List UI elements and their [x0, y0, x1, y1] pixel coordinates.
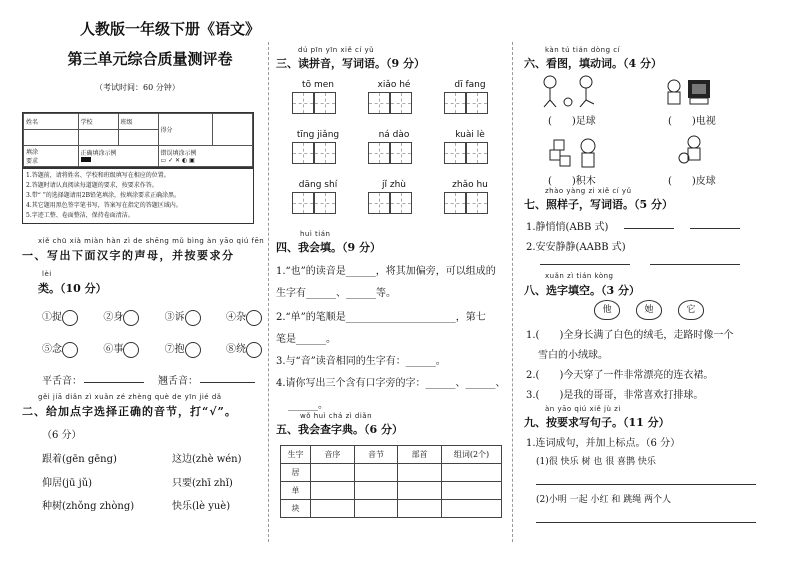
q9-answer-2[interactable]	[536, 522, 756, 523]
q3-word-1[interactable]: tō men	[292, 80, 344, 110]
q5-pinyin: wǒ huì chá zì diǎn	[300, 412, 373, 420]
q4-line-3[interactable]: 2.“单”的笔顺是______________________，第七	[276, 312, 486, 323]
q9-heading: 九、按要求写句子。（11 分）	[524, 416, 670, 429]
q8-line-3[interactable]: 3.( )是我的哥哥，非常喜欢打排球。	[526, 390, 704, 401]
q7-answer-1b[interactable]	[690, 228, 740, 229]
q3-word-4[interactable]: tīng jiǎng	[292, 130, 344, 160]
q3-pinyin: dú pīn yīn xiě cí yǔ	[298, 46, 375, 54]
char-ta-it: 它	[678, 300, 704, 320]
q9-pinyin: àn yāo qiú xiě jù zi	[545, 405, 621, 413]
q2-pinyin: gěi jiā diǎn zì xuǎn zé zhèng què de yīn jié dǎ	[38, 393, 222, 401]
q2-heading: 二、给加点字选择正确的音节，打“√”。	[22, 405, 237, 418]
q1-heading: 一、写出下面汉字的声母，并按要求分	[22, 249, 235, 262]
note-3: 3.带“ ”的选择题请用2B铅笔填涂，按填涂要求正确涂黑。	[26, 192, 180, 199]
flat-tongue-label: 平舌音：	[42, 376, 82, 387]
q6-item-1[interactable]: ( )足球	[548, 116, 596, 127]
class-box[interactable]	[118, 130, 158, 146]
kid-blocks-picture	[548, 136, 604, 170]
notes-box	[22, 168, 254, 224]
q3-word-3[interactable]: dī fang	[444, 80, 496, 110]
q4-line-4[interactable]: 笔是______。	[276, 334, 336, 345]
col-words: 组词(2个)	[442, 446, 502, 464]
note-5: 5.字迹工整、卷面整洁，保持卷面清洁。	[26, 212, 134, 219]
q3-word-5[interactable]: ná dào	[368, 130, 420, 160]
col-radical: 部首	[398, 446, 442, 464]
q4-line-6[interactable]: 4.请你写出三个含有口字旁的字：______、______、	[276, 378, 506, 389]
q4-pinyin: huì tián	[300, 230, 331, 238]
q2-item-3[interactable]: 仰居(jū jǔ)	[42, 478, 93, 489]
curl-tongue-answer[interactable]	[200, 382, 255, 383]
q4-line-1[interactable]: 1.“也”的读音是______，将其加偏旁，可以组成的	[276, 266, 496, 277]
q6-heading: 六、看图，填动词。（4 分）	[524, 57, 662, 70]
q3-word-8[interactable]: jǐ zhù	[368, 180, 420, 210]
info-table	[22, 112, 254, 168]
q7-line-2: 2.安安静静(AABB 式)	[526, 242, 626, 253]
q8-heading: 八、选字填空。（3 分）	[524, 284, 640, 297]
page-title: 人教版一年级下册《语文》	[80, 20, 261, 38]
col-char: 生字	[281, 446, 311, 464]
kid-tv-picture	[664, 74, 714, 108]
school-label: 学校	[78, 114, 118, 130]
q9-line-1: 1.连词成句，并加上标点。（6 分）	[526, 438, 681, 449]
q9-line-2: (1)很 快乐 树 也 很 喜鹊 快乐	[536, 457, 656, 467]
q2-score: （6 分）	[42, 430, 82, 441]
q6-item-3[interactable]: ( )积木	[548, 176, 596, 187]
score-label: 得分	[158, 114, 213, 146]
col-initial: 音序	[311, 446, 355, 464]
q8-line-2[interactable]: 2.( )今天穿了一件非常漂亮的连衣裙。	[526, 370, 714, 381]
curl-tongue-label: 翘舌音：	[158, 376, 198, 387]
name-box[interactable]	[24, 130, 79, 146]
q3-word-6[interactable]: kuài lè	[444, 130, 496, 160]
page-subtitle: 第三单元综合质量测评卷	[67, 50, 233, 68]
q1-row-2: ⑤念 ⑥事 ⑦抱 ⑧绕	[42, 340, 262, 358]
correct-fill-example: 正确填涂示例	[78, 146, 158, 167]
q2-item-1[interactable]: 跟着(gēn gēng)	[42, 454, 117, 465]
q8-line-1b: 雪白的小绒球。	[538, 350, 608, 361]
char-ta-he: 他	[594, 300, 620, 320]
fill-label: 填涂 要求	[24, 146, 79, 167]
q9-line-3: (2)小明 一起 小红 和 跳绳 两个人	[536, 495, 672, 505]
q8-char-choices	[594, 300, 704, 320]
school-box[interactable]	[78, 130, 118, 146]
q1-row-1: ①捉 ②身 ③诉 ④杂	[42, 308, 262, 326]
q5-heading: 五、我会查字典。（6 分）	[276, 423, 403, 436]
q4-line-2[interactable]: 生字有______、______等。	[276, 288, 396, 299]
note-2: 2.答题时请认真阅读每道题的要求，按要求作答。	[26, 182, 158, 189]
q3-word-2[interactable]: xiǎo hé	[368, 80, 420, 110]
q8-line-1[interactable]: 1.( )全身长满了白色的绒毛，走路时像一个	[526, 330, 734, 341]
q9-answer-1[interactable]	[536, 484, 756, 485]
q7-answer-2b[interactable]	[650, 264, 740, 265]
class-label: 班级	[118, 114, 158, 130]
q1-pinyin-2: lèi	[42, 270, 52, 278]
q2-item-5[interactable]: 种树(zhǒng zhòng)	[42, 501, 135, 512]
exam-time: （考试时间：60 分钟）	[95, 83, 180, 92]
q7-heading: 七、照样子，写词语。（5 分）	[524, 198, 673, 211]
note-1: 1.答题前，请将姓名、学校和班级填写在相应的位置。	[26, 172, 170, 179]
q1-pinyin: xiě chū xià miàn hàn zì de shēng mǔ bìng àn yāo qiú fēn	[38, 237, 265, 245]
q8-pinyin: xuǎn zì tián kòng	[545, 272, 614, 280]
q2-item-2[interactable]: 这边(zhè wén)	[172, 454, 242, 465]
q7-pinyin: zhào yàng zi xiě cí yǔ	[545, 187, 632, 195]
kid-ball-picture	[676, 134, 712, 168]
table-row: 居	[281, 464, 502, 482]
note-4: 4.其它题用黑色签字笔书写，答案写在指定的答题区域内。	[26, 202, 182, 209]
q2-item-4[interactable]: 只要(zhī zhǐ)	[172, 478, 233, 489]
q4-heading: 四、我会填。（9 分）	[276, 241, 381, 254]
q6-pinyin: kàn tú tián dòng cí	[545, 46, 621, 54]
q4-line-5[interactable]: 3.与“音”读音相同的生字有：______。	[276, 356, 446, 367]
q3-word-9[interactable]: zhǎo hu	[444, 180, 496, 210]
col-syllable: 音节	[354, 446, 398, 464]
q7-line-1: 1.静悄悄(ABB 式)	[526, 222, 609, 233]
q2-item-6[interactable]: 快乐(lè yuè)	[172, 501, 231, 512]
wrong-fill-example: 错误填涂示例 ▭ ✓ ✕ ◐ ▣	[158, 146, 253, 167]
q7-answer-2a[interactable]	[540, 264, 630, 265]
q7-answer-1a[interactable]	[624, 228, 674, 229]
q3-heading: 三、读拼音，写词语。（9 分）	[276, 57, 425, 70]
kids-football-picture	[536, 74, 606, 108]
table-row: 块	[281, 500, 502, 518]
q4-line-7[interactable]: ______。	[288, 400, 328, 411]
q6-item-4[interactable]: ( )皮球	[668, 176, 716, 187]
score-box[interactable]	[213, 114, 253, 146]
q3-word-7[interactable]: dāng shí	[292, 180, 344, 210]
q1-heading-2: 类。（10 分）	[38, 282, 107, 295]
dictionary-table	[280, 445, 502, 518]
name-label: 姓名	[24, 114, 79, 130]
table-row: 单	[281, 482, 502, 500]
q6-item-2[interactable]: ( )电视	[668, 116, 716, 127]
flat-tongue-answer[interactable]	[84, 382, 144, 383]
char-ta-she: 她	[636, 300, 662, 320]
